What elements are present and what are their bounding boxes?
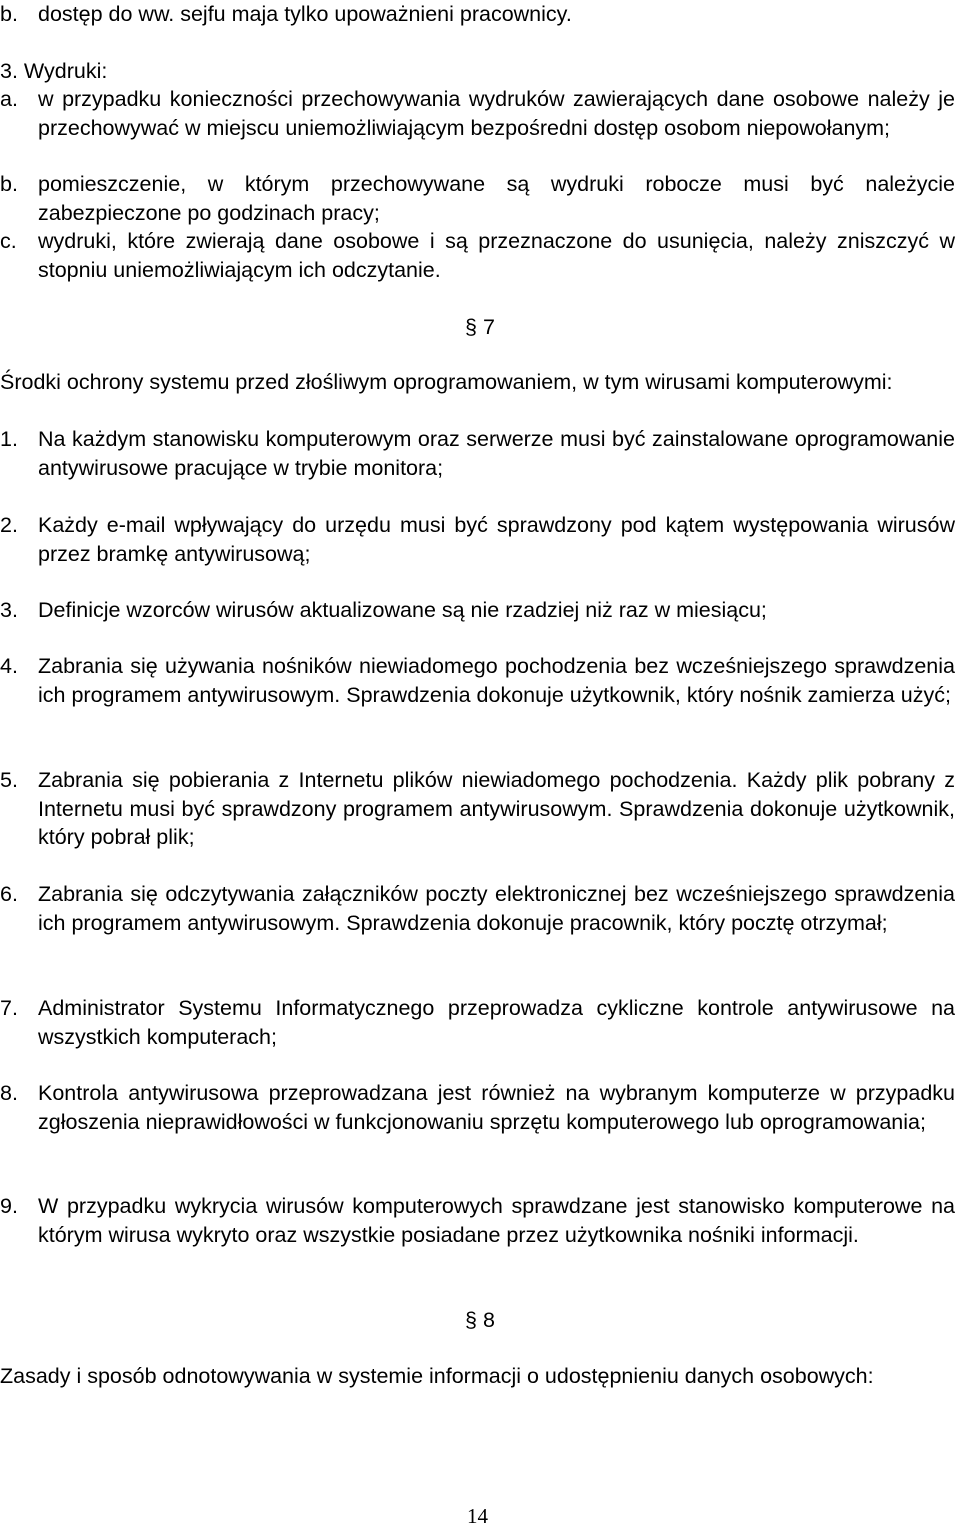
list-item [0, 1192, 955, 1249]
paragraph-number: 8 [482, 1308, 495, 1332]
list-item [0, 1079, 955, 1136]
list-item-text: Na każdym stanowisku komputerowym oraz serwerze musi być zainstalowane oprogramowanie antywirusowe pracujące w trybie monitora; [38, 427, 955, 480]
list-item [0, 766, 955, 852]
list-item [0, 85, 955, 142]
page-number: 14 [467, 1504, 488, 1528]
list-item [0, 511, 955, 568]
list-marker: 4. [0, 654, 18, 678]
list-marker: b. [0, 172, 18, 196]
list-marker: 3. [0, 598, 18, 622]
list-marker: a. [0, 87, 18, 111]
list-marker: 2. [0, 513, 18, 537]
list-item-text: Zabrania się pobierania z Internetu plików niewiadomego pochodzenia. Każdy plik pobrany z Internetu musi być sprawdzony programem antywirusowym. Sprawdzenia dokonuje użytkownik, który pobrał plik; [38, 768, 955, 849]
list-marker: 5. [0, 768, 18, 792]
list-item-text: Administrator Systemu Informatycznego przeprowadza cykliczne kontrole antywirusowe na wszystkich komputerach; [38, 996, 955, 1049]
list-item [0, 652, 955, 709]
list-marker: 8. [0, 1081, 18, 1105]
list-item [0, 596, 955, 625]
list-marker: 7. [0, 996, 18, 1020]
list-item [0, 227, 955, 284]
paragraph-intro: Środki ochrony systemu przed złośliwym oprogramowaniem, w tym wirusami komputerowymi: [0, 370, 893, 394]
list-item-text: W przypadku wykrycia wirusów komputerowych sprawdzane jest stanowisko komputerowe na którym wirusa wykryto oraz wszystkie posiadane przez użytkownika nośniki informacji. [38, 1194, 955, 1247]
list-marker: 9. [0, 1194, 18, 1218]
list-item-text: Kontrola antywirusowa przeprowadzana jest również na wybranym komputerze w przypadku zgłoszenia nieprawidłowości w funkcjonowaniu sprzętu komputerowego lub oprogramowania; [38, 1081, 955, 1134]
list-item-text: pomieszczenie, w którym przechowywane są wydruki robocze musi być należycie zabezpieczone po godzinach pracy; [38, 172, 955, 225]
list-marker: 6. [0, 882, 18, 906]
list-item-text: w przypadku konieczności przechowywania wydruków zawierających dane osobowe należy je przechowywać w miejscu uniemożliwiającym bezpośredni dostęp osobom niepowołanym; [38, 87, 955, 140]
paragraph-symbol: § [465, 1308, 477, 1332]
section-heading: 3. Wydruki: [0, 59, 108, 83]
list-item [0, 170, 955, 227]
list-marker: c. [0, 229, 17, 253]
list-item [0, 880, 955, 937]
list-item-text: Zabrania się używania nośników niewiadomego pochodzenia bez wcześniejszego sprawdzenia ich programem antywirusowym. Sprawdzenia dokonuje użytkownik, który nośnik zamierza użyć; [38, 654, 955, 707]
list-item [0, 0, 955, 29]
paragraph-number: 7 [482, 315, 495, 339]
list-item-text: Definicje wzorców wirusów aktualizowane są nie rzadziej niż raz w miesiącu; [38, 598, 767, 622]
list-item-text: wydruki, które zwierają dane osobowe i są przeznaczone do usunięcia, należy zniszczyć w stopniu uniemożliwiającym ich odczytanie. [38, 229, 955, 282]
list-item-text: Zabrania się odczytywania załączników poczty elektronicznej bez wcześniejszego sprawdzenia ich programem antywirusowym. Sprawdzenia dokonuje pracownik, który pocztę otrzymał; [38, 882, 955, 935]
list-marker: 1. [0, 427, 18, 451]
list-item-text: Każdy e-mail wpływający do urzędu musi być sprawdzony pod kątem występowania wirusów przez bramkę antywirusową; [38, 513, 955, 566]
paragraph-heading-8 [0, 1306, 960, 1335]
paragraph-heading-7 [0, 313, 960, 342]
list-item-text: dostęp do ww. sejfu maja tylko upoważnieni pracownicy. [38, 2, 572, 26]
paragraph-symbol: § [465, 315, 477, 339]
list-item [0, 994, 955, 1051]
list-item [0, 425, 955, 482]
list-marker: b. [0, 2, 18, 26]
paragraph-intro: Zasady i sposób odnotowywania w systemie informacji o udostępnieniu danych osobowych: [0, 1364, 874, 1388]
